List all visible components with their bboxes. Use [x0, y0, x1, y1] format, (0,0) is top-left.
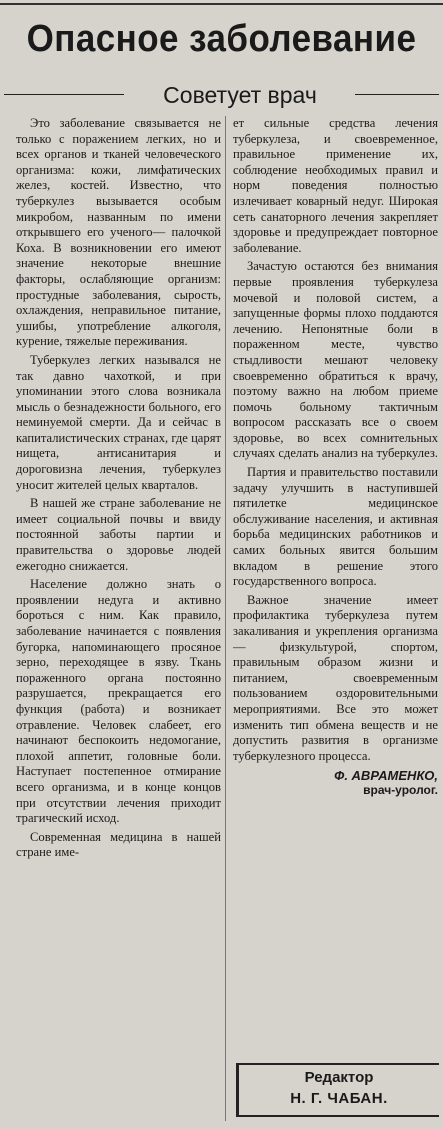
signature-role: врач-уролог. [363, 783, 438, 798]
subtitle-row [0, 80, 443, 110]
editor-name: Н. Г. ЧАБАН. [290, 1090, 388, 1107]
article-subtitle: Советует врач [163, 82, 317, 108]
paragraph: Важное значение имеет профилактика туберкулеза путем закаливания и укрепления организма — физкультурой, спортом, правильным образом жизни и питанием, своевременным пользованием оздоровительными мероприятиями. Все это может изменить тип обмена веществ и не допустить развития в организме туберкулезного процесса. [233, 592, 438, 763]
column-divider [225, 116, 226, 1121]
top-rule [0, 3, 443, 5]
left-column [16, 116, 221, 1126]
signature-name: Ф. АВРАМЕНКО, [334, 768, 438, 784]
right-column [233, 116, 438, 1116]
paragraph: Население должно знать о проявлении недуга и активно бороться с ним. Как правило, заболевание начинается с появления бугорка, напоминающего просяное зерно, переходящее в язву. Ткань пораженного органа постоянно разрушается, прекращается его функция (работа) и возникает отравление. Человек слабеет, его начинают беспокоить недомогание, плохой аппетит, головные боли. Наступает постепенное отмирание всего организма, и в конце концов при отсутствии лечения приходит трагический исход. [16, 577, 221, 826]
paragraph: Современная медицина в нашей стране име- [16, 829, 221, 860]
editor-label: Редактор [304, 1069, 374, 1086]
paragraph: Зачастую остаются без внимания первые проявления туберкулеза мочевой и половой систем, а запущенные формы плохо поддаются лечению. Непонятные боли в пораженном месте, чувство стыдливости мешают человеку своевременно обратиться к врачу, поэтому важно на любом приеме помочь больному тактичным вопросом рассказать все о своем здоровье, во всех сомнительных случаях сделать анализ на туберкулез. [233, 259, 438, 461]
editor-box [236, 1063, 439, 1117]
paragraph: Это заболевание связывается не только с поражением легких, но и всех органов и тканей человеческого организма: кожи, лимфатических желез, костей. Известно, что туберкулез вызывается особым микробом, названным по имени открывшего его ученого— палочкой Коха. В возникновении его имеют значение некоторые внешние факторы, ослабляющие организм: простудные заболевания, сырость, охлаждения, неправильное питание, ушибы, употребление алкоголя, курение, тяжелые переживания. [16, 116, 221, 349]
paragraph: Туберкулез легких назывался не так давно чахоткой, и при упоминании этого слова возникала мысль о безнадежности больного, его неминуемой смерти. Да и сейчас в капиталистических странах, где царят нищета, антисанитария и дороговизна лечения, туберкулез уносит жителей целых кварталов. [16, 352, 221, 492]
subtitle-rule-left [4, 94, 124, 95]
paragraph-continuation: ет сильные средства лечения туберкулеза, и своевременное, правильное применение их, соблюдение необходимых правил и норм поведения полностью излечивает коварный недуг. Широкая сеть санаторного лечения закрепляет здоровье и предупреждает повторное заболевание. [233, 116, 438, 255]
signature [233, 768, 438, 798]
paragraph: В нашей же стране заболевание не имеет социальной почвы и ввиду постоянной заботы партии и правительства о здоровье людей ежегодно снижается. [16, 496, 221, 573]
article-title: Опасное заболевание [26, 18, 417, 60]
subtitle-rule-right [355, 94, 439, 95]
paragraph: Партия и правительство поставили задачу улучшить в наступившей пятилетке медицинское обслуживание населения, и активная борьба медицинских работников и самих больных явится большим вкладом в решение этого государственного вопроса. [233, 465, 438, 589]
